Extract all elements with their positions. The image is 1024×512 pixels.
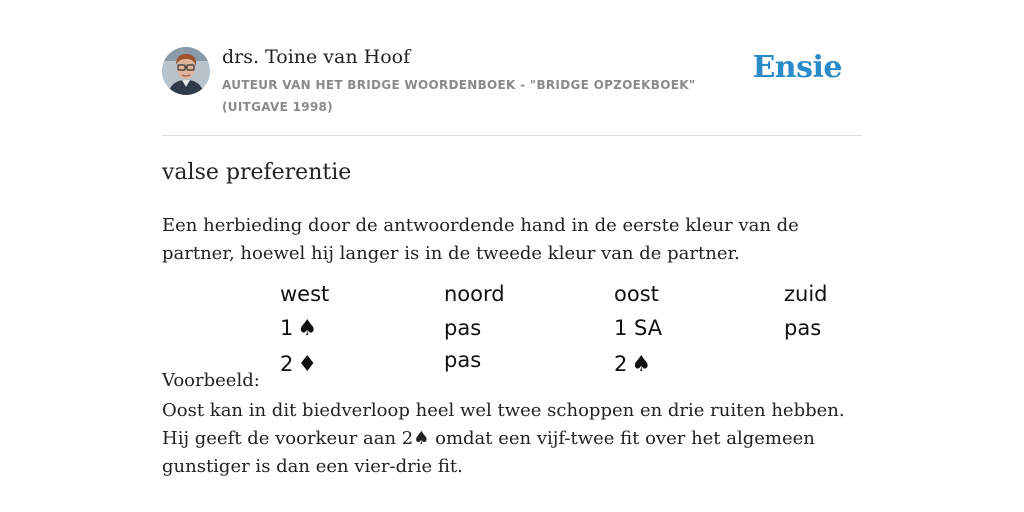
entry-term: valse preferentie bbox=[162, 160, 352, 185]
bidding-header-west: west bbox=[280, 282, 330, 306]
bid-text: pas bbox=[444, 348, 482, 372]
bid-level: 2 bbox=[614, 352, 628, 376]
bidding-header-noord: noord bbox=[444, 282, 505, 306]
author-description: AUTEUR VAN HET BRIDGE WOORDENBOEK - "BRIDGE OPZOEKBOEK" (UITGAVE 1998) bbox=[222, 78, 696, 114]
entry-explanation: Oost kan in dit biedverloop heel wel twee schoppen en drie ruiten hebben. Hij geeft de voorkeur aan 2♠ omdat een vijf-twee fit over het algemeen gunstiger is dan een vier-drie fit. bbox=[162, 400, 845, 477]
diamond-suit-icon: ♦ bbox=[297, 352, 318, 377]
bid-level: 2 bbox=[280, 352, 294, 376]
author-name[interactable]: drs. Toine van Hoof bbox=[222, 46, 411, 68]
author-header bbox=[162, 44, 862, 136]
bid-cell bbox=[784, 316, 821, 340]
bidding-row bbox=[280, 316, 860, 350]
bidding-row bbox=[280, 348, 860, 386]
brand-logo[interactable]: Ensie bbox=[752, 50, 842, 85]
bid-cell bbox=[444, 348, 481, 372]
avatar-portrait-icon bbox=[162, 47, 210, 95]
bid-cell bbox=[280, 352, 317, 377]
bid-level: 1 bbox=[280, 316, 294, 340]
bid-text: pas bbox=[784, 316, 822, 340]
bid-text: 1 SA bbox=[614, 316, 663, 340]
spade-suit-icon: ♠ bbox=[631, 352, 652, 377]
bidding-header-zuid: zuid bbox=[784, 282, 828, 306]
bid-cell bbox=[614, 352, 651, 377]
bid-text: pas bbox=[444, 316, 482, 340]
header-divider bbox=[162, 135, 862, 136]
entry-definition: Een herbieding door de antwoordende hand in de eerste kleur van de partner, hoewel hij langer is in de tweede kleur van de partner. bbox=[162, 215, 799, 264]
author-avatar[interactable] bbox=[162, 47, 210, 95]
bid-cell bbox=[280, 316, 317, 341]
spade-suit-icon: ♠ bbox=[297, 316, 318, 341]
bidding-header-row bbox=[280, 282, 860, 316]
bid-cell bbox=[444, 316, 481, 340]
example-label: Voorbeeld: bbox=[162, 370, 260, 391]
bidding-header-oost: oost bbox=[614, 282, 659, 306]
bid-cell bbox=[614, 316, 662, 340]
